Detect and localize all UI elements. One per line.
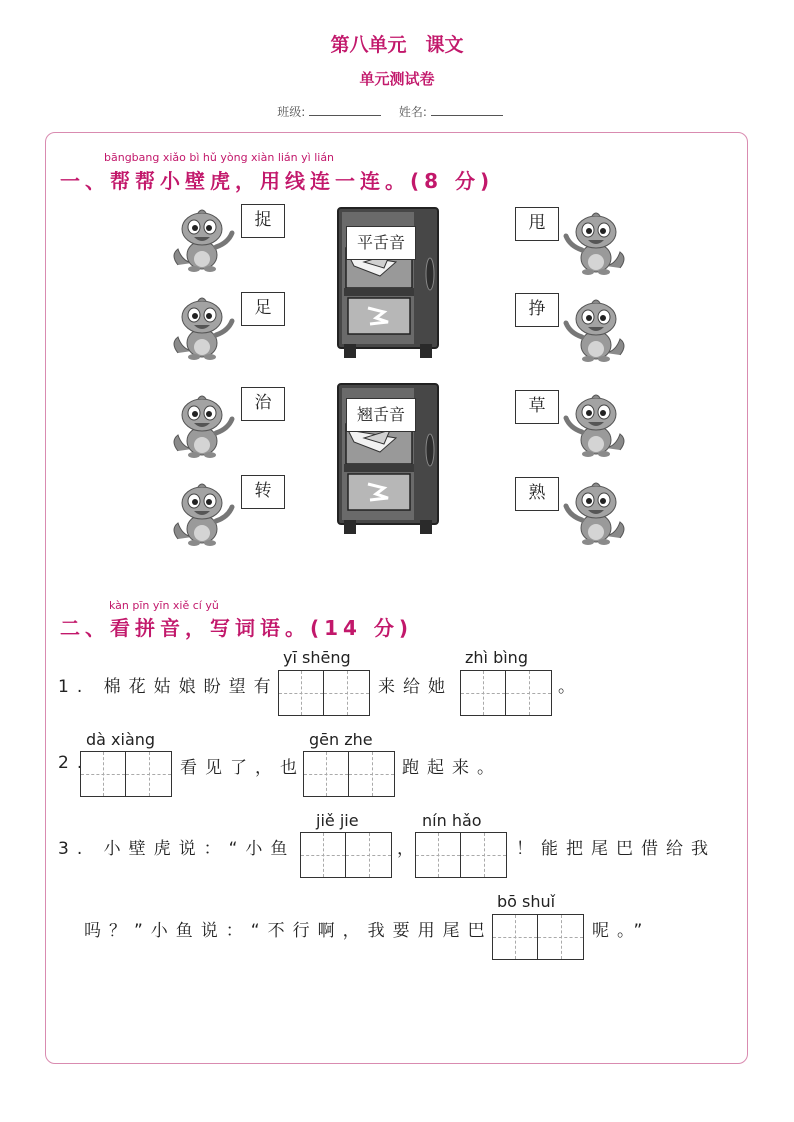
section1-title: 一、帮帮小壁虎，用线连一连。(8 分) bbox=[60, 169, 495, 193]
student-info-line bbox=[0, 103, 794, 120]
gecko-icon bbox=[560, 295, 630, 365]
section1-pinyin: bāngbang xiǎo bì hǔ yòng xiàn lián yì lián bbox=[104, 151, 335, 164]
q2-answer1-grid[interactable] bbox=[80, 751, 172, 797]
q1-pinyin1: yī shēng bbox=[283, 648, 351, 667]
right-char-card[interactable]: 草 bbox=[515, 390, 559, 424]
q1-answer1-grid[interactable] bbox=[278, 670, 370, 716]
class-label: 班级: bbox=[277, 105, 306, 119]
q2-answer2-grid[interactable] bbox=[303, 751, 395, 797]
q3-suffix: ！能把尾巴借给我 bbox=[516, 839, 716, 859]
right-char-card[interactable]: 挣 bbox=[515, 293, 559, 327]
q3-answer3-grid[interactable] bbox=[492, 914, 584, 960]
gecko-icon bbox=[168, 479, 238, 549]
q3-pinyin1: jiě jie bbox=[316, 811, 359, 830]
left-char-card[interactable]: 转 bbox=[241, 475, 285, 509]
left-char-card[interactable]: 治 bbox=[241, 387, 285, 421]
q3-answer2-grid[interactable] bbox=[415, 832, 507, 878]
q3-line2-suffix: 呢。” bbox=[592, 921, 651, 941]
q3-comma: ， bbox=[397, 839, 422, 859]
name-field[interactable] bbox=[431, 105, 503, 116]
gecko-icon bbox=[560, 208, 630, 278]
name-label: 姓名: bbox=[398, 105, 427, 119]
unit-title: 第八单元 课文 bbox=[330, 34, 464, 56]
q1-prefix: 1. 棉花姑娘盼望有 bbox=[58, 677, 279, 697]
mailbox-label-retroflex[interactable]: 翘舌音 bbox=[346, 398, 416, 432]
q1-suffix: 。 bbox=[558, 677, 583, 697]
mailbox-label-flat-tongue[interactable]: 平舌音 bbox=[346, 226, 416, 260]
test-subtitle: 单元测试卷 bbox=[359, 70, 435, 88]
q2-prefix: 2. bbox=[58, 753, 91, 773]
right-char-card[interactable]: 甩 bbox=[515, 207, 559, 241]
q2-pinyin2: gēn zhe bbox=[309, 730, 373, 749]
q2-middle: 看见了，也 bbox=[180, 758, 305, 778]
q3-answer1-grid[interactable] bbox=[300, 832, 392, 878]
section2-title: 二、看拼音，写词语。(14 分) bbox=[60, 616, 414, 640]
class-field[interactable] bbox=[309, 105, 381, 116]
gecko-icon bbox=[560, 390, 630, 460]
q3-prefix: 3. 小壁虎说：“小鱼 bbox=[58, 839, 296, 859]
gecko-icon bbox=[168, 293, 238, 363]
left-char-card[interactable]: 足 bbox=[241, 292, 285, 326]
q1-answer2-grid[interactable] bbox=[460, 670, 552, 716]
q3-pinyin3: bō shuǐ bbox=[497, 892, 556, 911]
q3-line2-prefix: 吗？”小鱼说：“不行啊，我要用尾巴 bbox=[84, 921, 493, 941]
gecko-icon bbox=[560, 478, 630, 548]
q2-pinyin1: dà xiàng bbox=[86, 730, 156, 749]
q1-pinyin2: zhì bìng bbox=[465, 648, 528, 667]
section2-pinyin: kàn pīn yīn xiě cí yǔ bbox=[109, 599, 219, 612]
right-char-card[interactable]: 熟 bbox=[515, 477, 559, 511]
gecko-icon bbox=[168, 205, 238, 275]
q1-middle: 来给她 bbox=[378, 677, 453, 697]
q2-suffix: 跑起来。 bbox=[402, 758, 502, 778]
q3-pinyin2: nín hǎo bbox=[422, 811, 482, 830]
left-char-card[interactable]: 捉 bbox=[241, 204, 285, 238]
gecko-icon bbox=[168, 391, 238, 461]
